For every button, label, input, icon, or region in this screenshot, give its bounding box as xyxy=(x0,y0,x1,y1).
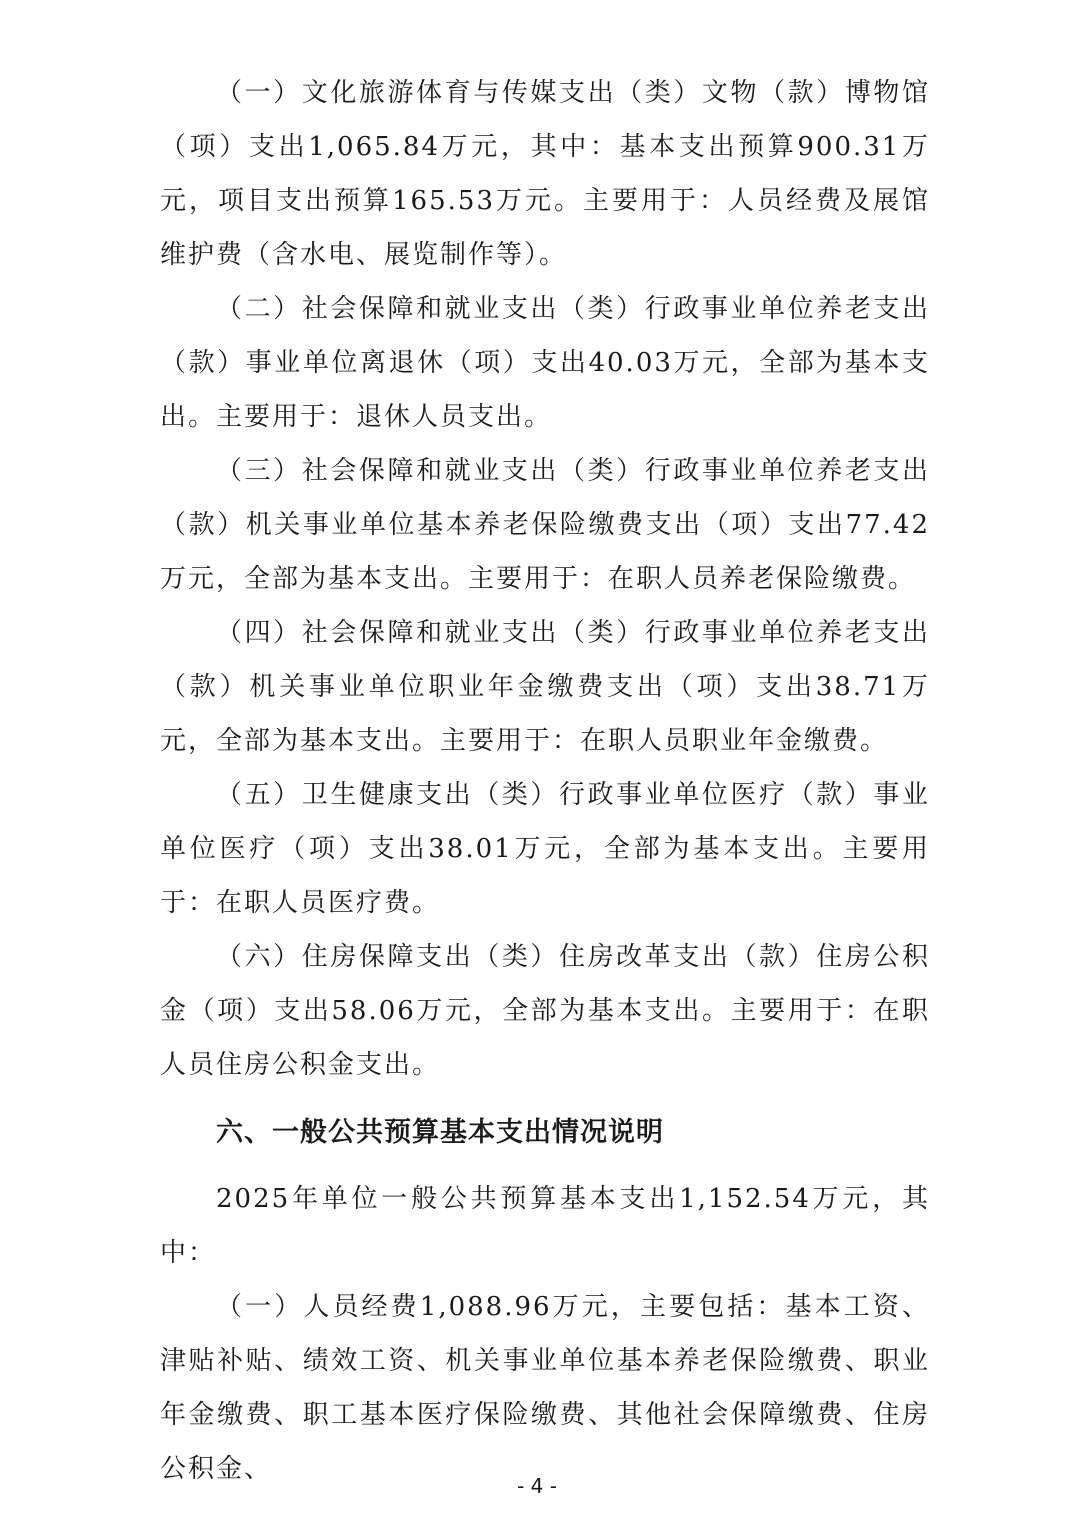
paragraph-housing-fund-expenditure: （六）住房保障支出（类）住房改革支出（款）住房公积金（项）支出58.06万元，全部为基本支出。主要用于：在职人员住房公积金支出。 xyxy=(160,942,930,1080)
section-heading: 六、一般公共预算基本支出情况说明 xyxy=(216,1117,664,1148)
page-number: - 4 - xyxy=(517,1474,557,1498)
paragraph-pension-insurance-expenditure: （三）社会保障和就业支出（类）行政事业单位养老支出（款）机关事业单位基本养老保险缴费支出（项）支出77.42万元，全部为基本支出。主要用于：在职人员养老保险缴费。 xyxy=(160,456,930,594)
paragraph-occupational-annuity-expenditure: （四）社会保障和就业支出（类）行政事业单位养老支出（款）机关事业单位职业年金缴费支出（项）支出38.71万元，全部为基本支出。主要用于：在职人员职业年金缴费。 xyxy=(160,618,930,756)
document-page xyxy=(160,66,930,1496)
paragraph-medical-expenditure: （五）卫生健康支出（类）行政事业单位医疗（款）事业单位医疗（项）支出38.01万元，全部为基本支出。主要用于：在职人员医疗费。 xyxy=(160,780,930,918)
paragraph-basic-expenditure-summary: 2025年单位一般公共预算基本支出1,152.54万元，其中： xyxy=(160,1184,930,1268)
paragraph-museum-expenditure: （一）文化旅游体育与传媒支出（类）文物（款）博物馆（项）支出1,065.84万元，其中：基本支出预算900.31万元，项目支出预算165.53万元。主要用于：人员经费及展馆维护费（含水电、展览制作等）。 xyxy=(160,78,930,270)
paragraph-retirement-expenditure: （二）社会保障和就业支出（类）行政事业单位养老支出（款）事业单位离退休（项）支出40.03万元，全部为基本支出。主要用于：退休人员支出。 xyxy=(160,294,930,432)
paragraph-personnel-expenses: （一）人员经费1,088.96万元，主要包括：基本工资、津贴补贴、绩效工资、机关事业单位基本养老保险缴费、职业年金缴费、职工基本医疗保险缴费、其他社会保障缴费、住房公积金、 xyxy=(160,1292,930,1484)
